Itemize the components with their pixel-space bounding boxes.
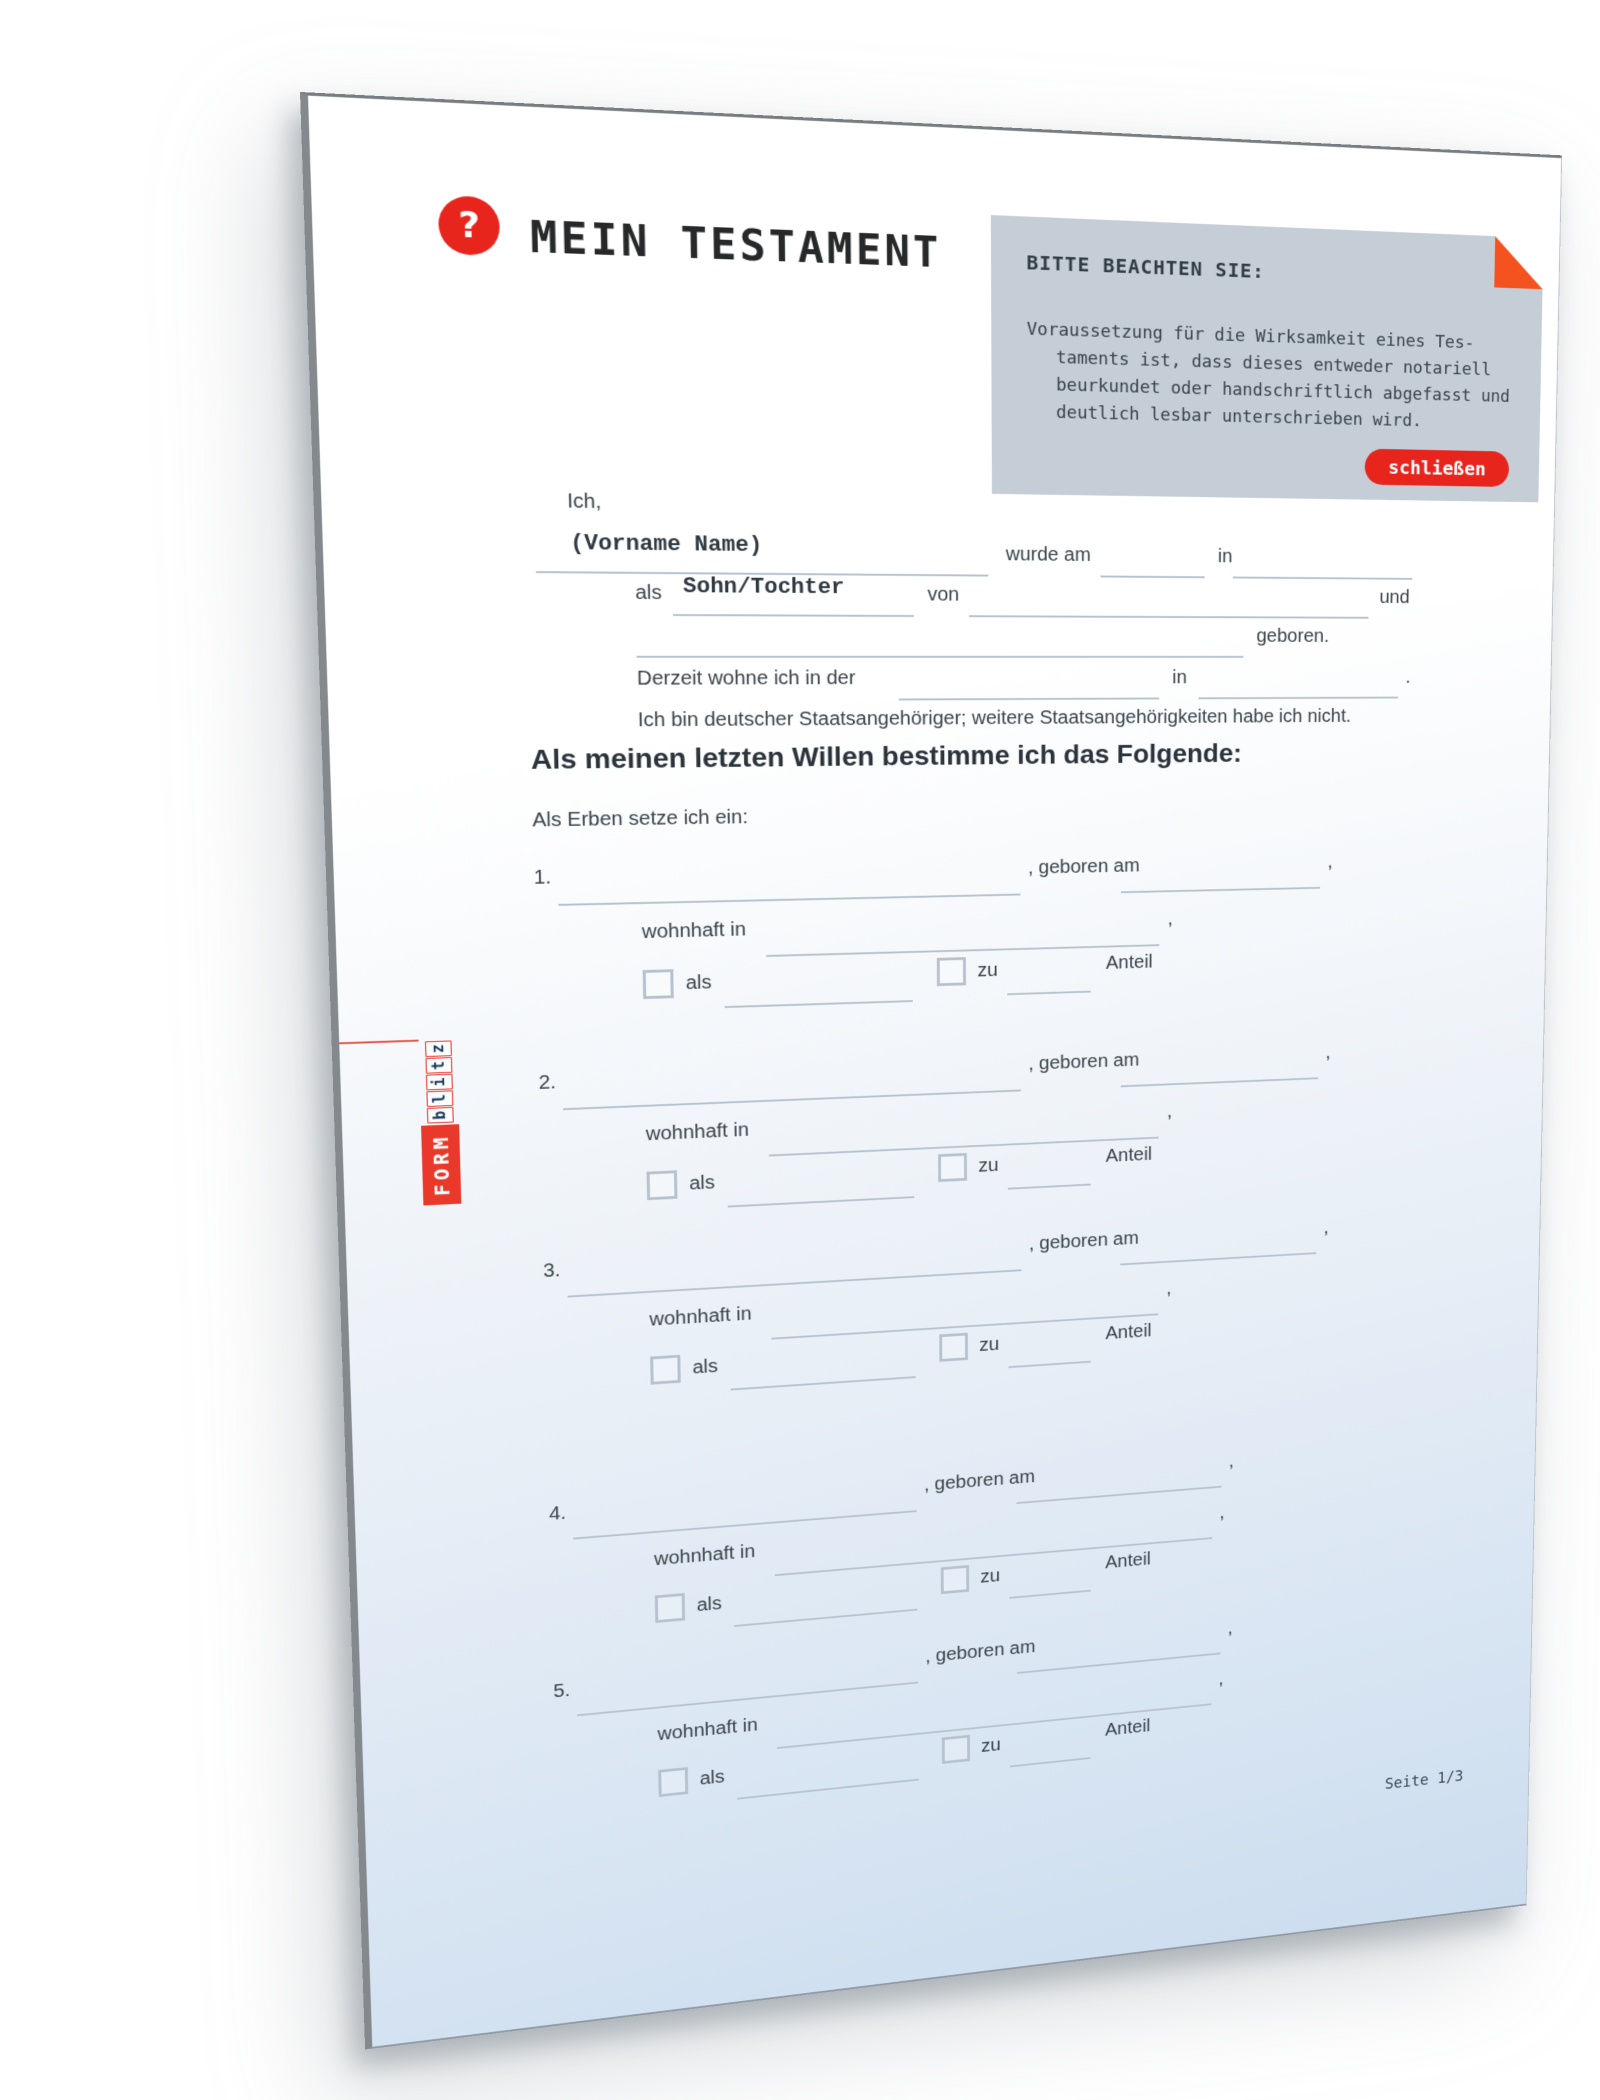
formblitz-logo <box>419 1040 462 1205</box>
heir-number: 3. <box>542 1259 561 1282</box>
geboren-am-label: , geboren am <box>1028 1049 1140 1075</box>
als-checkbox[interactable] <box>650 1355 681 1385</box>
heir-birthdate-line[interactable] <box>1121 1077 1318 1087</box>
folded-corner-icon <box>1494 236 1543 289</box>
comma-label: , <box>1227 1618 1233 1639</box>
zu-checkbox[interactable] <box>942 1735 970 1764</box>
notice-box <box>991 215 1544 502</box>
page-title: MEIN TESTAMENT <box>529 211 942 278</box>
page-indicator: Seite 1/3 <box>1384 1767 1464 1794</box>
heir-item-2 <box>340 1033 1543 1225</box>
heir-share-line[interactable] <box>1009 1361 1091 1368</box>
heir-share-line[interactable] <box>1008 1184 1091 1190</box>
cb-zu-label: zu <box>981 1735 1001 1757</box>
cb-als-label: als <box>699 1766 725 1790</box>
name-placeholder-value[interactable]: (Vorname Name) <box>569 530 763 558</box>
als-checkbox[interactable] <box>655 1593 685 1623</box>
logo-letter: b <box>426 1107 453 1124</box>
heir-role-line[interactable] <box>737 1779 919 1800</box>
geboren-am-label: , geboren am <box>1027 855 1140 879</box>
von-label: von <box>927 583 960 606</box>
logo-blitz-letters <box>424 1040 453 1124</box>
heir-role-line[interactable] <box>731 1376 916 1390</box>
testament-page <box>300 92 1562 2050</box>
heir-item-1 <box>333 846 1547 1019</box>
derzeit-label: Derzeit wohne ich in der <box>636 667 856 690</box>
relation-value[interactable]: Sohn/Tochter <box>682 574 845 601</box>
wohnhaft-label: wohnhaft in <box>641 919 747 943</box>
comma-label: , <box>1166 1101 1173 1122</box>
comma-label: , <box>1218 1669 1224 1689</box>
anteil-label: Anteil <box>1105 951 1153 974</box>
will-heading: Als meinen letzten Willen bestimme ich das Folgende: <box>530 738 1242 775</box>
heir-share-line[interactable] <box>1007 991 1090 996</box>
relation-field-line[interactable] <box>673 614 914 617</box>
in-label-1: in <box>1217 546 1233 568</box>
wohnhaft-label: wohnhaft in <box>653 1541 756 1570</box>
comma-label: , <box>1166 1278 1172 1299</box>
street-field-line[interactable] <box>899 698 1159 701</box>
anteil-label: Anteil <box>1105 1716 1151 1741</box>
geboren-am-label: , geboren am <box>925 1636 1036 1667</box>
wohnhaft-label: wohnhaft in <box>657 1715 758 1745</box>
logo-letter: l <box>426 1090 453 1107</box>
heir-birthdate-line[interactable] <box>1120 1252 1316 1265</box>
comma-label: , <box>1327 851 1333 873</box>
cb-als-label: als <box>685 971 712 994</box>
logo-rule-line <box>339 1040 418 1045</box>
heir-birthdate-line[interactable] <box>1017 1653 1220 1674</box>
heir-address-line[interactable] <box>766 944 1159 957</box>
wurde-am-label: wurde am <box>1005 543 1091 566</box>
heir-share-line[interactable] <box>1009 1590 1090 1599</box>
cb-als-label: als <box>689 1172 716 1195</box>
cb-als-label: als <box>692 1356 719 1379</box>
cb-als-label: als <box>696 1593 723 1616</box>
in-label-2: in <box>1172 667 1187 689</box>
zu-checkbox[interactable] <box>938 1153 967 1182</box>
und-label: und <box>1379 587 1410 608</box>
heir-name-line[interactable] <box>563 1090 1021 1111</box>
notice-line: beurkundet oder handschriftlich abgefasst und <box>1056 374 1511 407</box>
heir-role-line[interactable] <box>734 1609 917 1627</box>
parent2-field-line[interactable] <box>637 656 1244 658</box>
zu-checkbox[interactable] <box>939 1333 968 1362</box>
heir-name-line[interactable] <box>577 1682 918 1717</box>
notice-heading: BITTE BEACHTEN SIE: <box>1026 250 1265 283</box>
heir-number: 4. <box>548 1502 567 1525</box>
heir-name-line[interactable] <box>573 1510 917 1539</box>
logo-letter: t <box>425 1057 452 1074</box>
wohnhaft-label: wohnhaft in <box>645 1119 750 1146</box>
heir-birthdate-line[interactable] <box>1121 887 1320 893</box>
comma-label: , <box>1323 1217 1329 1238</box>
anteil-label: Anteil <box>1105 1549 1151 1573</box>
anteil-label: Anteil <box>1105 1320 1152 1344</box>
comma-label: , <box>1228 1451 1234 1472</box>
heir-number: 1. <box>533 866 552 889</box>
help-icon[interactable]: ? <box>438 195 501 256</box>
als-checkbox[interactable] <box>647 1170 678 1200</box>
logo-form-block: FORM <box>421 1124 461 1205</box>
heir-birthdate-line[interactable] <box>1017 1486 1222 1504</box>
notice-body <box>1027 316 1511 437</box>
als-checkbox[interactable] <box>643 969 674 999</box>
nationality-text: Ich bin deutscher Staatsangehöriger; weitere Staatsangehörigkeiten habe ich nicht. <box>637 706 1352 732</box>
heir-role-line[interactable] <box>728 1196 915 1207</box>
parent1-field-line[interactable] <box>969 615 1368 618</box>
zu-checkbox[interactable] <box>941 1565 969 1594</box>
period-label: . <box>1405 667 1411 688</box>
cb-zu-label: zu <box>980 1565 1001 1588</box>
heir-number: 5. <box>553 1680 571 1702</box>
heir-number: 2. <box>538 1071 557 1094</box>
als-label: als <box>635 581 663 605</box>
notice-line: Voraussetzung für die Wirksamkeit eines Tes- <box>1026 318 1475 354</box>
comma-label: , <box>1325 1042 1331 1063</box>
close-button[interactable]: schließen <box>1364 449 1509 487</box>
heirs-intro: Als Erben setze ich ein: <box>532 806 749 832</box>
heir-name-line[interactable] <box>567 1269 1021 1297</box>
zu-checkbox[interactable] <box>937 957 966 986</box>
geboren-am-label: , geboren am <box>924 1466 1035 1496</box>
notice-line: deutlich lesbar unterschrieben wird. <box>1056 402 1423 431</box>
heir-share-line[interactable] <box>1010 1757 1091 1767</box>
cb-zu-label: zu <box>979 1334 1000 1356</box>
als-checkbox[interactable] <box>658 1767 688 1797</box>
heir-name-line[interactable] <box>558 894 1020 906</box>
cb-zu-label: zu <box>977 959 998 982</box>
logo-letter: z <box>424 1040 451 1057</box>
intro-ich-label: Ich, <box>566 490 602 514</box>
geboren-am-label: , geboren am <box>1028 1228 1139 1255</box>
cb-zu-label: zu <box>978 1155 999 1177</box>
document-scene <box>300 90 1550 2070</box>
heir-role-line[interactable] <box>725 1000 913 1008</box>
wohnhaft-label: wohnhaft in <box>649 1303 752 1331</box>
anteil-label: Anteil <box>1105 1144 1153 1167</box>
birthplace-field-line[interactable] <box>1233 577 1413 580</box>
birthdate-field-line[interactable] <box>1100 576 1204 579</box>
formblitz-logo-inner <box>419 1040 462 1205</box>
notice-line: taments ist, dass dieses entweder notariell <box>1056 347 1492 380</box>
comma-label: , <box>1219 1503 1225 1523</box>
logo-letter: i <box>425 1074 452 1091</box>
heir-item-3 <box>347 1205 1540 1415</box>
geboren-label: geboren. <box>1256 625 1330 647</box>
comma-label: , <box>1167 908 1173 930</box>
city-field-line[interactable] <box>1198 697 1398 700</box>
